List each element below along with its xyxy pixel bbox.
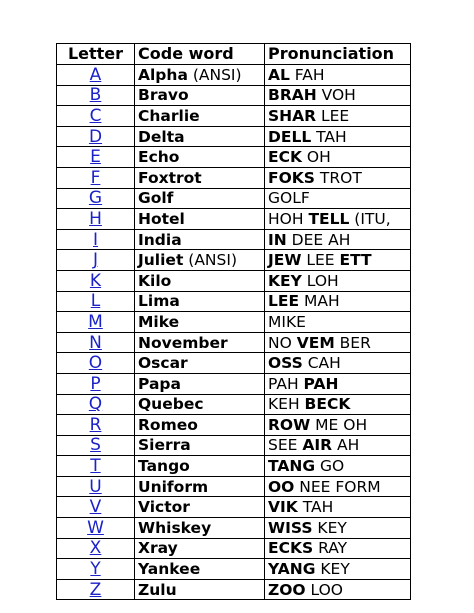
pronunciation-cell — [265, 250, 411, 271]
letter-cell — [57, 559, 135, 580]
letter-cell — [57, 476, 135, 497]
table-row — [57, 291, 411, 312]
pronunciation-stressed: KEY — [268, 271, 302, 290]
table-row — [57, 518, 411, 539]
pronunciation-stressed: BECK — [304, 395, 351, 414]
table-row — [57, 65, 411, 86]
pronunciation-stressed: DELL — [268, 127, 312, 146]
table-row — [57, 126, 411, 147]
pronunciation-unstressed: FAH — [289, 65, 325, 84]
pronunciation-cell — [265, 373, 411, 394]
letter-link[interactable]: H — [89, 208, 102, 229]
code-word-cell — [135, 188, 265, 209]
code-word-note: (ANSI) — [187, 65, 242, 84]
pronunciation-cell — [265, 579, 411, 600]
pronunciation-stressed: FOKS — [268, 168, 315, 187]
pronunciation-stressed: YANG — [268, 560, 316, 579]
header-letter: Letter — [57, 44, 135, 65]
table-row — [57, 332, 411, 353]
letter-cell — [57, 106, 135, 127]
code-word: Quebec — [138, 395, 204, 414]
letter-link[interactable]: R — [89, 414, 102, 435]
code-word-cell — [135, 106, 265, 127]
pronunciation-stressed: ECK — [268, 148, 302, 167]
pronunciation-cell — [265, 126, 411, 147]
pronunciation-unstressed: TAH — [311, 127, 347, 146]
pronunciation-cell — [265, 312, 411, 333]
code-word-cell — [135, 147, 265, 168]
pronunciation-unstressed: CAH — [302, 354, 341, 373]
letter-link[interactable]: I — [92, 229, 98, 250]
letter-link[interactable]: J — [92, 250, 98, 271]
pronunciation-unstressed: LOO — [305, 580, 344, 599]
header-pronunciation: Pronunciation — [265, 44, 411, 65]
code-word-cell — [135, 538, 265, 559]
table-row — [57, 85, 411, 106]
table-row — [57, 415, 411, 436]
code-word: Golf — [138, 189, 174, 208]
pronunciation-stressed: JEW — [268, 251, 302, 270]
letter-cell — [57, 188, 135, 209]
table-row — [57, 559, 411, 580]
pronunciation-stressed: OO — [268, 477, 295, 496]
letter-cell — [57, 373, 135, 394]
code-word: Zulu — [138, 580, 177, 599]
pronunciation-stressed: TANG — [268, 457, 316, 476]
code-word-cell — [135, 518, 265, 539]
table-row — [57, 188, 411, 209]
letter-cell — [57, 85, 135, 106]
code-word-cell — [135, 415, 265, 436]
letter-cell — [57, 538, 135, 559]
table-row — [57, 353, 411, 374]
letter-link[interactable]: E — [90, 147, 101, 168]
letter-link[interactable]: D — [88, 126, 103, 147]
table-header-row — [57, 44, 411, 65]
code-word-cell — [135, 435, 265, 456]
table-row — [57, 394, 411, 415]
pronunciation-cell — [265, 518, 411, 539]
header-code-word: Code word — [135, 44, 265, 65]
pronunciation-stressed: ROW — [268, 415, 311, 434]
letter-cell — [57, 65, 135, 86]
code-word-cell — [135, 373, 265, 394]
code-word-cell — [135, 250, 265, 271]
letter-cell — [57, 147, 135, 168]
table-row — [57, 106, 411, 127]
letter-cell — [57, 394, 135, 415]
table-row — [57, 373, 411, 394]
pronunciation-unstressed: HOH — [268, 209, 309, 228]
code-word-cell — [135, 85, 265, 106]
pronunciation-cell — [265, 538, 411, 559]
code-word-cell — [135, 270, 265, 291]
letter-cell — [57, 209, 135, 230]
letter-link[interactable]: O — [88, 353, 103, 374]
pronunciation-cell — [265, 456, 411, 477]
letter-link[interactable]: M — [88, 311, 103, 332]
code-word: Lima — [138, 292, 180, 311]
pronunciation-stressed: AIR — [302, 436, 333, 455]
pronunciation-cell — [265, 415, 411, 436]
letter-link[interactable]: F — [90, 167, 101, 188]
table-row — [57, 312, 411, 333]
table-row — [57, 229, 411, 250]
letter-link[interactable]: P — [90, 373, 101, 394]
letter-link[interactable]: G — [88, 188, 103, 209]
code-word: Echo — [138, 148, 180, 167]
code-word: Papa — [138, 374, 181, 393]
pronunciation-unstressed: SEE — [268, 436, 303, 455]
pronunciation-unstressed: NEE FORM — [294, 477, 381, 496]
code-word-cell — [135, 394, 265, 415]
code-word: Foxtrot — [138, 168, 202, 187]
pronunciation-cell — [265, 291, 411, 312]
pronunciation-stressed: TELL — [308, 209, 350, 228]
pronunciation-unstressed: TROT — [314, 168, 362, 187]
code-word: Mike — [138, 312, 180, 331]
table-row — [57, 497, 411, 518]
letter-cell — [57, 353, 135, 374]
code-word-cell — [135, 456, 265, 477]
code-word: Whiskey — [138, 518, 212, 537]
letter-cell — [57, 167, 135, 188]
pronunciation-unstressed: LEE — [301, 251, 340, 270]
pronunciation-stressed: LEE — [268, 292, 300, 311]
code-word-cell — [135, 353, 265, 374]
letter-cell — [57, 229, 135, 250]
letter-cell — [57, 332, 135, 353]
pronunciation-unstressed: DEE AH — [286, 230, 351, 249]
table-row — [57, 167, 411, 188]
letter-link[interactable]: Y — [90, 559, 101, 580]
code-word-cell — [135, 559, 265, 580]
code-word: India — [138, 230, 182, 249]
pronunciation-cell — [265, 85, 411, 106]
table-body — [57, 65, 411, 600]
pronunciation-unstressed: LOH — [301, 271, 339, 290]
table-row — [57, 270, 411, 291]
pronunciation-stressed: ZOO — [268, 580, 306, 599]
code-word: Oscar — [138, 354, 188, 373]
letter-cell — [57, 312, 135, 333]
table-row — [57, 250, 411, 271]
letter-link[interactable]: A — [89, 64, 102, 85]
code-word: Sierra — [138, 436, 191, 455]
code-word-cell — [135, 497, 265, 518]
table-row — [57, 209, 411, 230]
code-word-cell — [135, 312, 265, 333]
letter-link[interactable]: B — [89, 85, 102, 106]
table-row — [57, 579, 411, 600]
pronunciation-cell — [265, 559, 411, 580]
code-word-cell — [135, 291, 265, 312]
code-word-cell — [135, 579, 265, 600]
pronunciation-unstressed: RAY — [313, 539, 348, 558]
code-word-cell — [135, 332, 265, 353]
letter-link[interactable]: L — [90, 291, 101, 312]
letter-cell — [57, 518, 135, 539]
letter-cell — [57, 456, 135, 477]
pronunciation-unstressed: GO — [315, 457, 345, 476]
letter-link[interactable]: U — [89, 476, 102, 497]
code-word: Charlie — [138, 106, 200, 125]
code-word: Xray — [138, 539, 178, 558]
code-word: Alpha — [138, 65, 188, 84]
pronunciation-unstressed: KEY — [315, 560, 350, 579]
letter-link[interactable]: W — [87, 517, 104, 538]
code-word: Juliet — [138, 251, 184, 270]
pronunciation-stressed: BRAH — [268, 86, 317, 105]
code-word: Yankee — [138, 560, 201, 579]
letter-link[interactable]: S — [90, 435, 101, 456]
code-word-cell — [135, 229, 265, 250]
letter-link[interactable]: X — [89, 538, 102, 559]
pronunciation-cell — [265, 229, 411, 250]
pronunciation-stressed: WISS — [268, 518, 313, 537]
code-word: Tango — [138, 457, 190, 476]
pronunciation-cell — [265, 476, 411, 497]
pronunciation-stressed: IN — [268, 230, 287, 249]
letter-cell — [57, 435, 135, 456]
letter-cell — [57, 497, 135, 518]
code-word-cell — [135, 126, 265, 147]
pronunciation-stressed: VEM — [296, 333, 335, 352]
pronunciation-stressed: VIK — [268, 498, 298, 517]
letter-cell — [57, 579, 135, 600]
pronunciation-stressed: ECKS — [268, 539, 314, 558]
pronunciation-unstressed: KEH — [268, 395, 305, 414]
letter-link[interactable]: C — [89, 105, 102, 126]
table-row — [57, 456, 411, 477]
pronunciation-unstressed: LEE — [316, 106, 350, 125]
pronunciation-unstressed: PAH — [268, 374, 304, 393]
pronunciation-stressed: ETT — [339, 251, 372, 270]
pronunciation-unstressed: AH — [332, 436, 360, 455]
code-word: Bravo — [138, 86, 189, 105]
pronunciation-unstressed: GOLF — [268, 189, 310, 208]
table-row — [57, 476, 411, 497]
phonetic-alphabet-table — [56, 43, 411, 600]
letter-cell — [57, 291, 135, 312]
pronunciation-unstressed: VOH — [316, 86, 356, 105]
pronunciation-cell — [265, 167, 411, 188]
pronunciation-stressed: AL — [268, 65, 290, 84]
letter-cell — [57, 250, 135, 271]
pronunciation-cell — [265, 106, 411, 127]
pronunciation-cell — [265, 270, 411, 291]
letter-link[interactable]: Q — [88, 394, 103, 415]
code-word-cell — [135, 65, 265, 86]
pronunciation-cell — [265, 332, 411, 353]
pronunciation-unstressed: TAH — [297, 498, 334, 517]
code-word: Delta — [138, 127, 185, 146]
pronunciation-unstressed: OH — [301, 148, 331, 167]
pronunciation-cell — [265, 394, 411, 415]
pronunciation-unstressed: MAH — [299, 292, 340, 311]
pronunciation-unstressed: KEY — [312, 518, 347, 537]
code-word: Kilo — [138, 271, 172, 290]
code-word-cell — [135, 209, 265, 230]
letter-link[interactable]: Z — [89, 579, 102, 600]
pronunciation-cell — [265, 209, 411, 230]
pronunciation-unstressed: MIKE — [268, 312, 306, 331]
letter-cell — [57, 415, 135, 436]
pronunciation-cell — [265, 353, 411, 374]
code-word-cell — [135, 167, 265, 188]
code-word-note: (ANSI) — [183, 251, 237, 270]
letter-link[interactable]: V — [89, 497, 102, 518]
letter-cell — [57, 126, 135, 147]
pronunciation-cell — [265, 497, 411, 518]
table-row — [57, 435, 411, 456]
table-row — [57, 147, 411, 168]
letter-link[interactable]: N — [89, 332, 102, 353]
pronunciation-unstressed: NO — [268, 333, 297, 352]
pronunciation-unstressed: ME OH — [310, 415, 368, 434]
pronunciation-stressed: SHAR — [268, 106, 317, 125]
code-word: Hotel — [138, 209, 185, 228]
letter-link[interactable]: K — [89, 270, 102, 291]
code-word: Uniform — [138, 477, 209, 496]
code-word: Romeo — [138, 415, 198, 434]
code-word: Victor — [138, 498, 190, 517]
pronunciation-unstressed: (ITU, — [349, 209, 391, 228]
pronunciation-stressed: PAH — [303, 374, 339, 393]
table-row — [57, 538, 411, 559]
letter-cell — [57, 270, 135, 291]
pronunciation-cell — [265, 435, 411, 456]
pronunciation-stressed: OSS — [268, 354, 303, 373]
code-word-cell — [135, 476, 265, 497]
letter-link[interactable]: T — [90, 456, 101, 477]
pronunciation-cell — [265, 147, 411, 168]
pronunciation-unstressed: BER — [334, 333, 371, 352]
pronunciation-cell — [265, 188, 411, 209]
pronunciation-cell — [265, 65, 411, 86]
code-word: November — [138, 333, 228, 352]
